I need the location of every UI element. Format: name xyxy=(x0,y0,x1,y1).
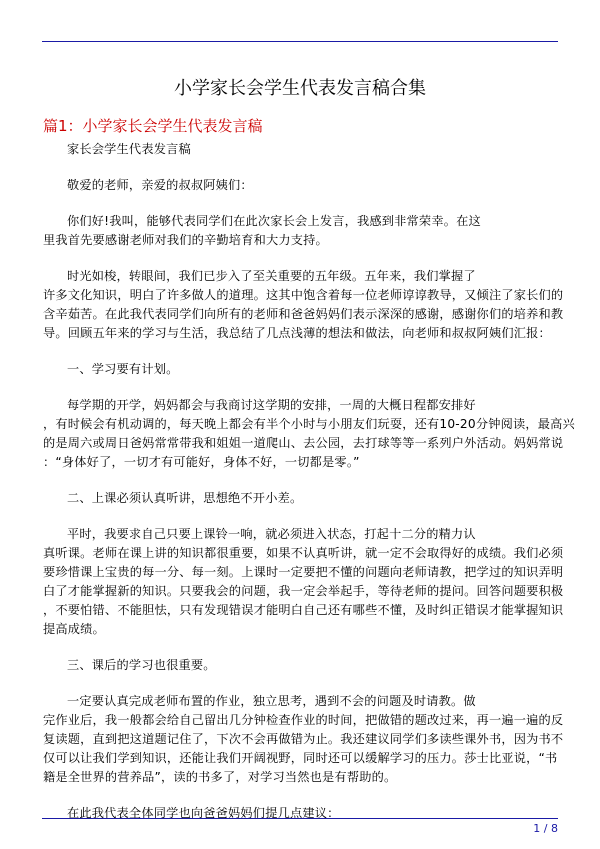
text-line: 平时，我要求自己只要上课铃一响，就必须进入状态，打起十二分的精力认 xyxy=(67,527,476,541)
paragraph xyxy=(43,489,559,508)
text-line: 敬爱的老师，亲爱的叔叔阿姨们： xyxy=(67,178,253,192)
paragraph xyxy=(43,176,559,195)
text-line: 真听课。老师在课上讲的知识都很重要，如果不认真听讲，就一定不会取得好的成绩。我们必须 xyxy=(43,546,564,560)
text-line: ：“身体好了，一切才有可能好，身体不好，一切都是零。” xyxy=(43,455,360,469)
paragraph xyxy=(43,212,559,250)
text-line: 一定要认真完成老师布置的作业，独立思考，遇到不会的问题及时请教。做 xyxy=(67,694,476,708)
section-title: 篇1：小学家长会学生代表发言稿 xyxy=(43,117,263,135)
paragraph xyxy=(43,692,564,787)
text-line: 二、上课必须认真听讲，思想绝不开小差。 xyxy=(67,491,303,505)
text-line: ，有时候会有机动调的，每天晚上都会有半个小时与小朋友们玩耍，还有10-20分钟阅读，最高兴 xyxy=(43,417,575,431)
text-line: 三、课后的学习也很重要。 xyxy=(67,658,216,672)
document-title: 小学家长会学生代表发言稿合集 xyxy=(174,78,426,99)
text-line: 一、学习要有计划。 xyxy=(67,362,179,376)
paragraph xyxy=(43,656,559,675)
footer-rule xyxy=(42,818,558,819)
text-line: 要珍惜课上宝贵的每一分、每一刻。上课时一定要把不懂的问题向老师请教，把学过的知识弄明 xyxy=(43,565,564,579)
text-line: 许多文化知识，明白了许多做人的道理。这其中饱含着每一位老师谆谆教导，又倾注了家长们的 xyxy=(43,288,564,302)
text-line: 家长会学生代表发言稿 xyxy=(67,142,191,156)
paragraph xyxy=(43,804,559,823)
text-line: 时光如梭，转眼间，我们已步入了至关重要的五年级。五年来，我们掌握了 xyxy=(67,269,476,283)
text-line: 仅可以让我们学到知识，还能让我们开阔视野，同时还可以缓解学习的压力。莎士比亚说，“书 xyxy=(43,751,558,765)
header-rule xyxy=(42,41,558,42)
text-line: 白了才能掌握新的知识。只要我会的问题，我一定会举起手，等待老师的提问。回答问题要积极 xyxy=(43,584,564,598)
paragraph xyxy=(43,140,559,159)
text-line: 复读题，直到把这道题记住了，下次不会再做错为止。我还建议同学们多读些课外书，因为书不 xyxy=(43,732,564,746)
text-line: 提高成绩。 xyxy=(43,622,105,636)
text-line: 籍是全世界的营养品”，读的书多了，对学习当然也是有帮助的。 xyxy=(43,770,397,784)
text-line: 你们好!我叫，能够代表同学们在此次家长会上发言，我感到非常荣幸。在这 xyxy=(67,214,481,228)
text-line: 在此我代表全体同学也向爸爸妈妈们提几点建议： xyxy=(67,806,340,820)
text-line: 完作业后，我一般都会给自己留出几分钟检查作业的时间，把做错的题改过来，再一遍一遍的反 xyxy=(43,713,564,727)
paragraph xyxy=(43,525,564,639)
text-line: 的是周六或周日爸妈常常带我和姐姐一道爬山、去公园，去打球等等一系列户外活动。妈妈常说 xyxy=(43,436,564,450)
text-line: 含辛茹苦。在此我代表同学们向所有的老师和爸爸妈妈们表示深深的感谢，感谢你们的培养和教 xyxy=(43,307,564,321)
paragraph xyxy=(43,267,564,343)
page-number: 1 / 8 xyxy=(533,822,558,835)
text-line: 每学期的开学，妈妈都会与我商讨这学期的安排，一周的大概日程都安排好 xyxy=(67,398,476,412)
text-line: 导。回顾五年来的学习与生活，我总结了几点浅薄的想法和做法，向老师和叔叔阿姨们汇报： xyxy=(43,326,551,340)
text-line: 里我首先要感谢老师对我们的辛勤培育和大力支持。 xyxy=(43,233,328,247)
paragraph xyxy=(43,360,559,379)
paragraph xyxy=(43,396,575,472)
document-body xyxy=(43,140,575,840)
text-line: ，不要怕错、不能胆怯，只有发现错误才能明白自己还有哪些不懂，及时纠正错误才能掌握知识 xyxy=(43,603,564,617)
